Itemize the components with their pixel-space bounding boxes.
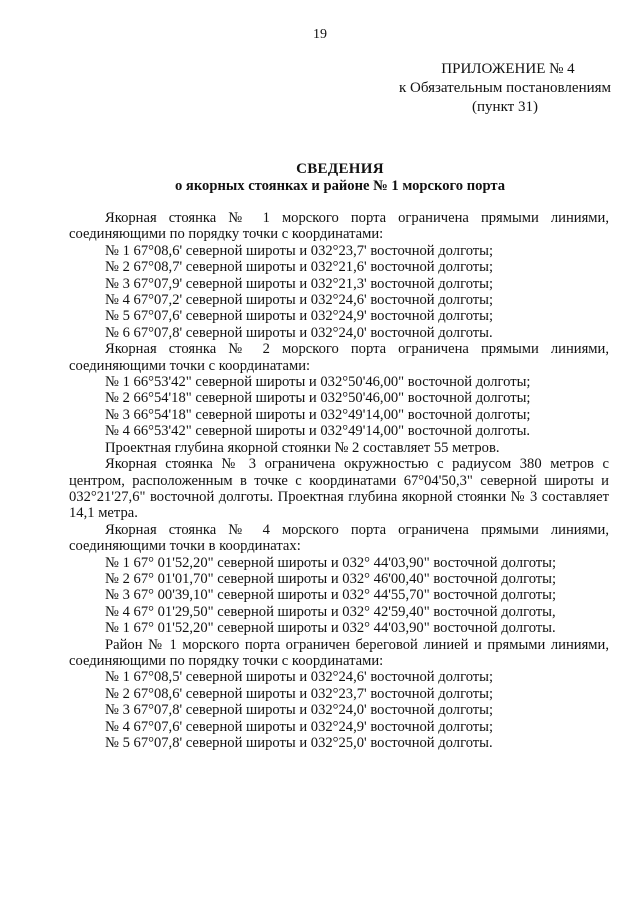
coordinate-line: № 5 67°07,8' северной широты и 032°25,0' восточной долготы. — [105, 735, 493, 751]
coordinate-line: № 4 67°07,2' северной широты и 032°24,6' восточной долготы; — [105, 292, 494, 309]
coordinate-line: № 1 66°53'42" северной широты и 032°50'46,00" восточной долготы; — [105, 374, 531, 391]
document-body — [69, 210, 609, 751]
appendix-clause: (пункт 31) — [472, 99, 538, 115]
coordinate-line: № 6 67°07,8' северной широты и 032°24,0' восточной долготы. — [105, 324, 493, 341]
section-5-intro: Район № 1 морского порта ограничен береговой линией и прямыми линиями, соединяющими по порядку точки с координатами: — [69, 636, 609, 669]
coordinate-line: № 1 67°08,6' северной широты и 032°23,7' восточной долготы; — [105, 242, 494, 259]
coordinate-line: № 3 67°07,8' северной широты и 032°24,0' восточной долготы; — [105, 702, 494, 719]
coordinate-line: № 1 67°08,5' северной широты и 032°24,6' восточной долготы; — [105, 669, 494, 686]
coordinate-line: № 2 67°08,6' северной широты и 032°23,7' восточной долготы; — [105, 685, 494, 702]
page-number: 19 — [313, 27, 327, 42]
section-2-intro: Якорная стоянка № 2 морского порта ограничена прямыми линиями, соединяющими точки с координатами: — [69, 341, 609, 374]
appendix-title: ПРИЛОЖЕНИЕ № 4 — [441, 61, 575, 77]
coordinate-line: № 3 67°07,9' северной широты и 032°21,3' восточной долготы; — [105, 275, 494, 292]
appendix-header — [380, 60, 630, 117]
coordinate-line: № 3 67° 00'39,10" северной широты и 032° 44'55,70" восточной долготы; — [105, 587, 557, 604]
coordinate-line: № 1 67° 01'52,20" северной широты и 032° 44'03,90" восточной долготы. — [105, 620, 556, 637]
document-title: СВЕДЕНИЯ — [296, 161, 384, 177]
section-2-depth: Проектная глубина якорной стоянки № 2 составляет 55 метров. — [105, 439, 500, 456]
section-4-intro: Якорная стоянка № 4 морского порта ограничена прямыми линиями, соединяющими точки в координатах: — [69, 521, 609, 555]
coordinate-line: № 3 66°54'18" северной широты и 032°49'14,00" восточной долготы; — [105, 406, 531, 423]
document-subtitle: о якорных стоянках и районе № 1 морского порта — [174, 178, 506, 194]
appendix-reference: к Обязательным постановлениям — [398, 80, 612, 96]
coordinate-line: № 2 66°54'18" северной широты и 032°50'46,00" восточной долготы; — [105, 390, 531, 407]
section-3-text: Якорная стоянка № 3 ограничена окружностью с радиусом 380 метров с центром, расположенным в точке с координатами 67°04'50,3" северной широты и 032°21'27,6" восточной долготы. Проектная глубина якорной стоянки № 3 составляет 14,1 метра. — [69, 456, 609, 522]
coordinate-line: № 2 67°08,7' северной широты и 032°21,6' восточной долготы; — [105, 259, 494, 276]
coordinate-line: № 1 67° 01'52,20" северной широты и 032° 44'03,90" восточной долготы; — [105, 554, 557, 571]
document-heading — [100, 160, 580, 195]
coordinate-line: № 4 67° 01'29,50" северной широты и 032° 42'59,40" восточной долготы, — [105, 603, 556, 620]
coordinate-line: № 4 66°53'42" северной широты и 032°49'14,00" восточной долготы. — [105, 423, 531, 440]
coordinate-line: № 4 67°07,6' северной широты и 032°24,9' восточной долготы; — [105, 718, 494, 735]
coordinate-line: № 5 67°07,6' северной широты и 032°24,9' восточной долготы; — [105, 308, 494, 325]
section-1-intro: Якорная стоянка № 1 морского порта ограничена прямыми линиями, соединяющими по порядку точки с координатами: — [69, 210, 609, 243]
coordinate-line: № 2 67° 01'01,70" северной широты и 032° 46'00,40" восточной долготы; — [105, 570, 557, 587]
